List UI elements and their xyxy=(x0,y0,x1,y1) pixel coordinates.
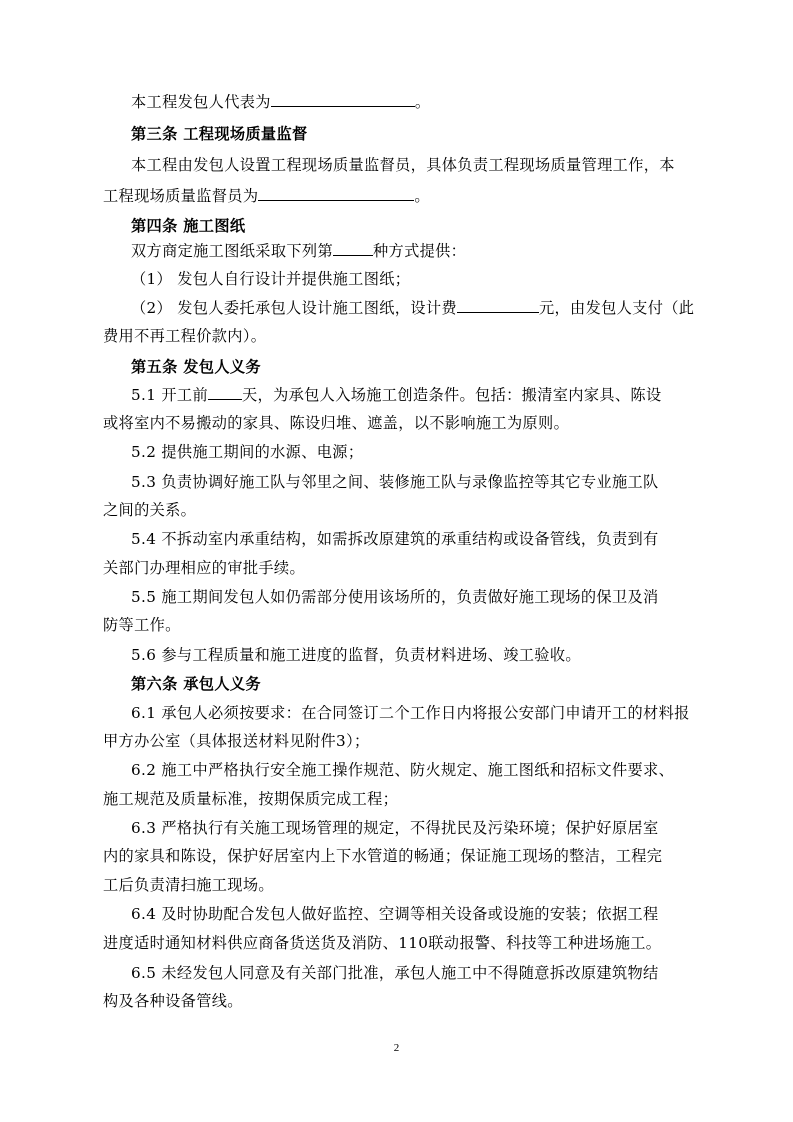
text: 。 xyxy=(414,93,431,111)
contractor-representative-line xyxy=(131,91,751,113)
paragraph-line: 费用不再工程价款内）。 xyxy=(103,327,267,345)
paragraph-line: 进度适时通知材料供应商备货送货及消防、110联动报警、科技等工种进场施工。 xyxy=(103,934,662,952)
clause-6-5: 6.5 未经发包人同意及有关部门批准，承包人施工中不得随意拆改原建筑物结 xyxy=(131,964,659,982)
supervisor-line xyxy=(103,185,723,207)
clause-5-2: 5.2 提供施工期间的水源、电源； xyxy=(131,443,364,461)
paragraph-line: 本工程由发包人设置工程现场质量监督员，具体负责工程现场质量管理工作，本 xyxy=(131,156,675,174)
fill-in-blank xyxy=(208,384,242,400)
text: 工程现场质量监督员为 xyxy=(103,187,259,205)
text: 元，由发包人支付（此 xyxy=(538,299,695,317)
text: 双方商定施工图纸采取下列第 xyxy=(131,242,333,260)
article-4-heading: 第四条 施工图纸 xyxy=(131,217,246,235)
fill-in-blank xyxy=(271,91,415,107)
text: 5.1 开工前 xyxy=(131,386,208,404)
clause-6-2: 6.2 施工中严格执行安全施工操作规范、防火规定、施工图纸和招标文件要求、 xyxy=(131,761,675,779)
text: 。 xyxy=(414,187,430,205)
paragraph-line: 之间的关系。 xyxy=(103,501,197,519)
clause-5-5: 5.5 施工期间发包人如仍需部分使用该场所的，负责做好施工现场的保卫及消 xyxy=(131,588,659,606)
paragraph-line: 甲方办公室（具体报送材料见附件3）； xyxy=(103,732,370,750)
option-2-line xyxy=(131,297,751,319)
paragraph-line: 或将室内不易搬动的家具、陈设归堆、遮盖，以不影响施工为原则。 xyxy=(103,414,570,432)
clause-5-4: 5.4 不拆动室内承重结构，如需拆改原建筑的承重结构或设备管线，负责到有 xyxy=(131,530,659,548)
fill-in-blank xyxy=(457,297,539,313)
article-5-heading: 第五条 发包人义务 xyxy=(131,358,261,376)
paragraph-line: 防等工作。 xyxy=(103,616,181,634)
article-3-heading: 第三条 工程现场质量监督 xyxy=(131,125,308,143)
clause-6-3: 6.3 严格执行有关施工现场管理的规定，不得扰民及污染环境；保护好原居室 xyxy=(131,819,659,837)
clause-5-1-line xyxy=(131,384,751,406)
text: 本工程发包人代表为 xyxy=(131,93,271,111)
fill-in-blank xyxy=(258,185,414,201)
text: （2） 发包人委托承包人设计施工图纸，设计费 xyxy=(131,299,457,317)
clause-6-1: 6.1 承包人必须按要求：在合同签订二个工作日内将报公安部门申请开工的材料报 xyxy=(131,704,690,722)
paragraph-line: 工后负责清扫施工现场。 xyxy=(103,876,274,894)
text: 种方式提供： xyxy=(373,242,467,260)
paragraph-line: 内的家具和陈设，保护好居室内上下水管道的畅通；保证施工现场的整洁，工程完 xyxy=(103,847,663,865)
clause-5-6: 5.6 参与工程质量和施工进度的监督，负责材料进场、竣工验收。 xyxy=(131,646,581,664)
fill-in-blank xyxy=(333,240,373,256)
article-6-heading: 第六条 承包人义务 xyxy=(131,675,261,693)
clause-6-4: 6.4 及时协助配合发包人做好监控、空调等相关设备或设施的安装；依据工程 xyxy=(131,905,659,923)
paragraph-line: 关部门办理相应的审批手续。 xyxy=(103,559,305,577)
option-1-line: （1） 发包人自行设计并提供施工图纸； xyxy=(131,270,411,288)
clause-5-3: 5.3 负责协调好施工队与邻里之间、装修施工队与录像监控等其它专业施工队 xyxy=(131,473,659,491)
page-number: 2 xyxy=(393,1042,400,1054)
text: 天，为承包人入场施工创造条件。包括：搬清室内家具、陈设 xyxy=(242,386,662,404)
drawing-method-line xyxy=(131,240,751,262)
paragraph-line: 施工规范及质量标准，按期保质完成工程； xyxy=(103,790,399,808)
paragraph-line: 构及各种设备管线。 xyxy=(103,992,243,1010)
